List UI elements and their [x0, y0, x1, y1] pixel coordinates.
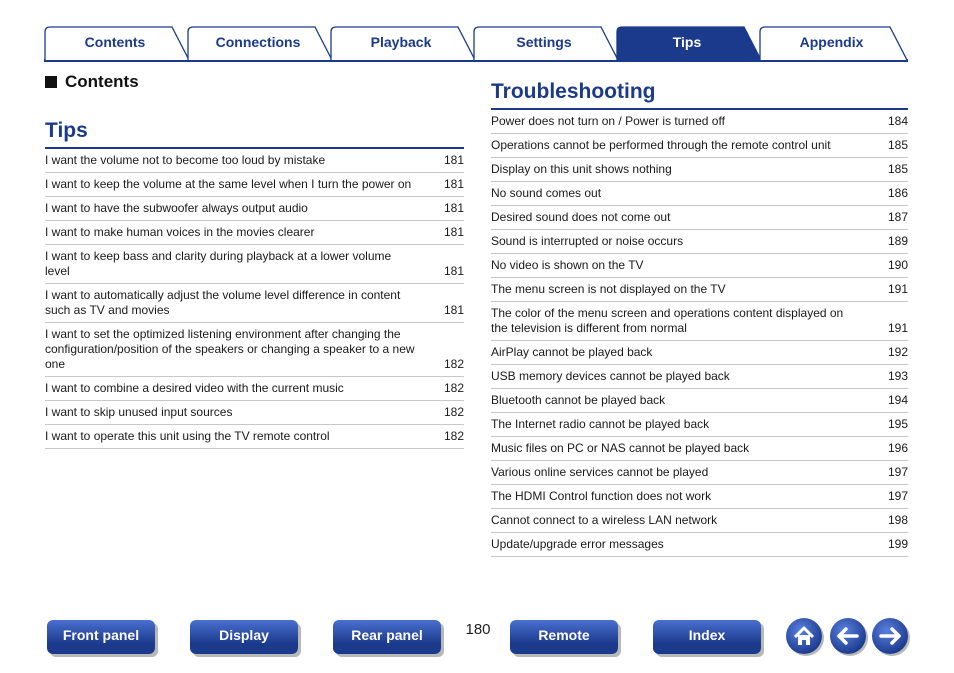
tips-row-page: 181 — [443, 225, 464, 239]
troubleshooting-row-text: The menu screen is not displayed on the TV — [491, 282, 726, 296]
tab-playback-label: Playback — [370, 34, 432, 50]
tips-list — [45, 149, 464, 449]
arrow-right-icon — [872, 618, 908, 654]
troubleshooting-row[interactable] — [491, 365, 908, 389]
tab-settings-label: Settings — [516, 34, 572, 50]
tips-row-page: 182 — [443, 405, 464, 419]
tips-row[interactable] — [45, 284, 464, 323]
troubleshooting-row-page: 192 — [887, 345, 908, 359]
troubleshooting-row-text: No sound comes out — [491, 186, 602, 200]
troubleshooting-row-page: 185 — [887, 162, 908, 176]
tips-row[interactable] — [45, 149, 464, 173]
tips-row[interactable] — [45, 245, 464, 284]
troubleshooting-row-page: 185 — [887, 138, 908, 152]
troubleshooting-row-text: The HDMI Control function does not work — [491, 489, 712, 503]
troubleshooting-row[interactable] — [491, 158, 908, 182]
contents-link[interactable] — [45, 72, 139, 92]
tips-title: Tips — [45, 119, 88, 142]
tab-contents[interactable] — [44, 26, 190, 60]
troubleshooting-row[interactable] — [491, 134, 908, 158]
arrow-left-icon — [830, 618, 866, 654]
forward-button[interactable] — [872, 618, 908, 654]
troubleshooting-row[interactable] — [491, 254, 908, 278]
troubleshooting-row-text: AirPlay cannot be played back — [491, 345, 653, 359]
troubleshooting-row[interactable] — [491, 509, 908, 533]
troubleshooting-row[interactable] — [491, 389, 908, 413]
tips-row[interactable] — [45, 377, 464, 401]
contents-link-label: Contents — [65, 72, 139, 91]
troubleshooting-row-page: 199 — [887, 537, 908, 551]
troubleshooting-row[interactable] — [491, 206, 908, 230]
troubleshooting-row-text: Music files on PC or NAS cannot be played back — [491, 441, 750, 455]
tab-bar — [0, 0, 954, 64]
troubleshooting-row-text: Power does not turn on / Power is turned off — [491, 114, 725, 128]
page-number: 180 — [465, 621, 491, 638]
tab-appendix[interactable] — [759, 26, 908, 60]
tab-settings[interactable] — [473, 26, 619, 60]
tips-row-text: I want the volume not to become too loud by mistake — [45, 153, 326, 167]
troubleshooting-row[interactable] — [491, 230, 908, 254]
home-button[interactable] — [786, 618, 822, 654]
troubleshooting-row-text: Display on this unit shows nothing — [491, 162, 672, 176]
troubleshooting-row[interactable] — [491, 341, 908, 365]
tab-appendix-label: Appendix — [799, 34, 864, 50]
tips-row-text: I want to make human voices in the movies clearer — [45, 225, 315, 239]
tab-playback[interactable] — [330, 26, 476, 60]
troubleshooting-row-page: 197 — [887, 465, 908, 479]
tips-row-page: 181 — [443, 177, 464, 191]
tab-tips[interactable] — [616, 26, 762, 60]
tips-row-page: 182 — [443, 429, 464, 443]
troubleshooting-row-page: 191 — [887, 282, 908, 296]
troubleshooting-row-text: Various online services cannot be played — [491, 465, 709, 479]
troubleshooting-row-text: Operations cannot be performed through the remote control unit — [491, 138, 831, 152]
troubleshooting-row-text: Desired sound does not come out — [491, 210, 671, 224]
troubleshooting-row[interactable] — [491, 302, 908, 341]
troubleshooting-row[interactable] — [491, 110, 908, 134]
tips-row-text: I want to have the subwoofer always output audio — [45, 201, 308, 215]
square-bullet-icon — [45, 76, 57, 88]
tips-row-text: I want to operate this unit using the TV remote control — [45, 429, 330, 443]
tips-row[interactable] — [45, 425, 464, 449]
troubleshooting-row-text: No video is shown on the TV — [491, 258, 644, 272]
tips-row[interactable] — [45, 197, 464, 221]
troubleshooting-row[interactable] — [491, 485, 908, 509]
tips-row-page: 182 — [443, 357, 464, 371]
troubleshooting-row-page: 196 — [887, 441, 908, 455]
troubleshooting-row[interactable] — [491, 437, 908, 461]
troubleshooting-row-page: 195 — [887, 417, 908, 431]
tips-row-text: I want to keep bass and clarity during playback at a lower volume level — [45, 249, 392, 278]
tips-row[interactable] — [45, 323, 464, 377]
tips-row-page: 182 — [443, 381, 464, 395]
troubleshooting-row[interactable] — [491, 533, 908, 557]
tips-row-text: I want to skip unused input sources — [45, 405, 233, 419]
index-button[interactable]: Index — [653, 620, 761, 654]
rear-panel-button[interactable]: Rear panel — [333, 620, 441, 654]
tips-row[interactable] — [45, 173, 464, 197]
troubleshooting-row-text: Sound is interrupted or noise occurs — [491, 234, 684, 248]
tips-row-text: I want to set the optimized listening environment after changing the configuration/position of the speakers or changing a speaker to a new one — [45, 327, 415, 371]
tips-row[interactable] — [45, 401, 464, 425]
back-button[interactable] — [830, 618, 866, 654]
troubleshooting-row-page: 189 — [887, 234, 908, 248]
tab-tips-label: Tips — [672, 34, 702, 50]
troubleshooting-row[interactable] — [491, 182, 908, 206]
troubleshooting-row-text: Cannot connect to a wireless LAN network — [491, 513, 718, 527]
troubleshooting-row-text: Update/upgrade error messages — [491, 537, 664, 551]
tips-row-page: 181 — [443, 303, 464, 317]
troubleshooting-row-page: 190 — [887, 258, 908, 272]
troubleshooting-title: Troubleshooting — [491, 80, 656, 103]
remote-button[interactable]: Remote — [510, 620, 618, 654]
troubleshooting-row-page: 186 — [887, 186, 908, 200]
troubleshooting-row[interactable] — [491, 461, 908, 485]
troubleshooting-row-page: 197 — [887, 489, 908, 503]
troubleshooting-list — [491, 110, 908, 557]
tips-row-page: 181 — [443, 201, 464, 215]
tips-row-page: 181 — [443, 153, 464, 167]
tips-row-text: I want to keep the volume at the same level when I turn the power on — [45, 177, 412, 191]
troubleshooting-row-page: 194 — [887, 393, 908, 407]
tips-row-text: I want to automatically adjust the volume level difference in content such as TV and movies — [45, 288, 401, 317]
tips-row[interactable] — [45, 221, 464, 245]
tips-row-text: I want to combine a desired video with the current music — [45, 381, 344, 395]
troubleshooting-row-page: 193 — [887, 369, 908, 383]
home-icon — [786, 618, 822, 654]
troubleshooting-row[interactable] — [491, 278, 908, 302]
troubleshooting-row[interactable] — [491, 413, 908, 437]
troubleshooting-row-text: USB memory devices cannot be played back — [491, 369, 730, 383]
troubleshooting-row-page: 198 — [887, 513, 908, 527]
troubleshooting-row-text: The color of the menu screen and operations content displayed on the television is different from normal — [491, 306, 844, 335]
troubleshooting-row-page: 191 — [887, 321, 908, 335]
display-button[interactable]: Display — [190, 620, 298, 654]
troubleshooting-row-page: 184 — [887, 114, 908, 128]
front-panel-button[interactable]: Front panel — [47, 620, 155, 654]
troubleshooting-row-page: 187 — [887, 210, 908, 224]
tips-row-page: 181 — [443, 264, 464, 278]
tab-contents-label: Contents — [84, 34, 146, 50]
tab-connections-label: Connections — [215, 34, 301, 50]
troubleshooting-row-text: The Internet radio cannot be played back — [491, 417, 710, 431]
troubleshooting-row-text: Bluetooth cannot be played back — [491, 393, 666, 407]
tab-connections[interactable] — [187, 26, 333, 60]
